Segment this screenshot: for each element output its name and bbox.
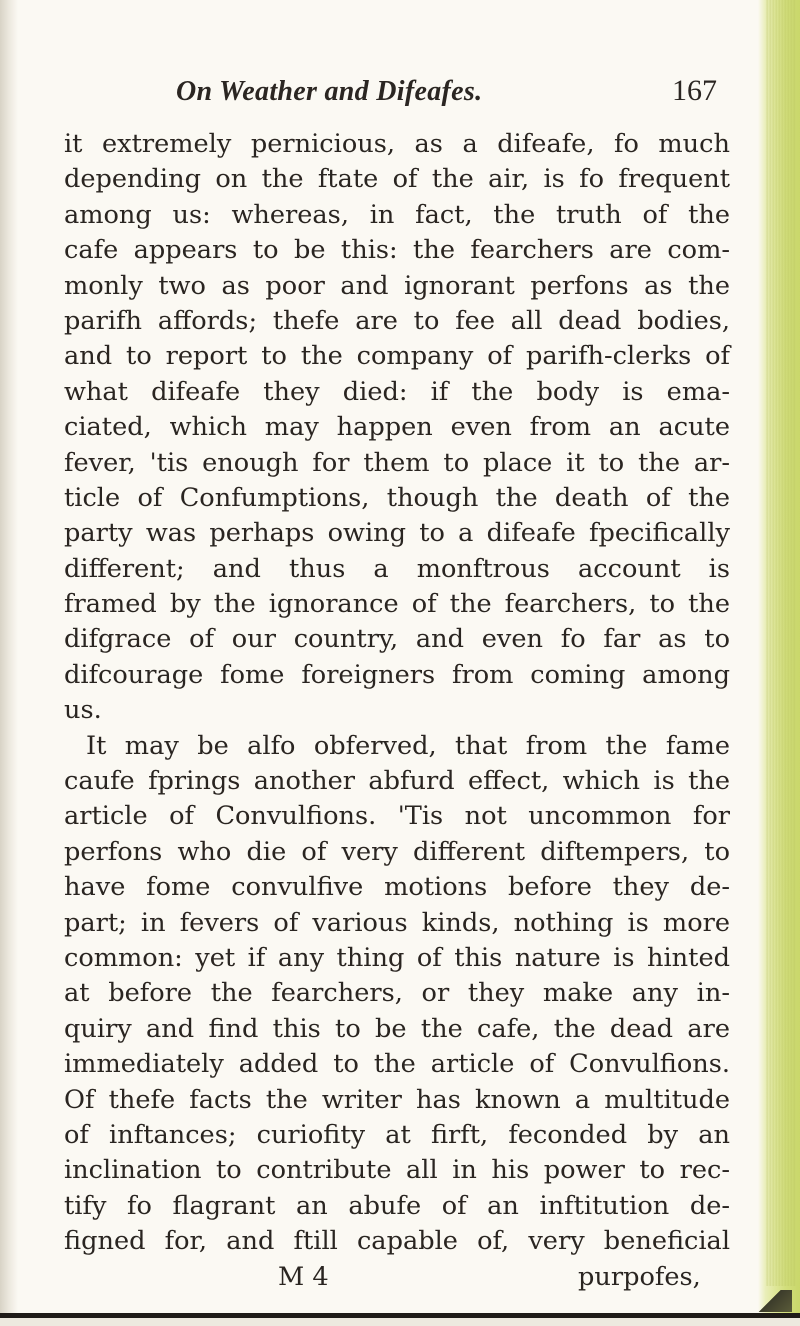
body-text <box>64 127 730 1260</box>
binding-gutter <box>0 0 18 1326</box>
text-line: ciated, which may happen even from an acute <box>64 412 730 443</box>
text-line: figned for, and ftill capable of, very beneficial <box>64 1226 730 1257</box>
text-line: depending on the ftate of the air, is fo frequent <box>64 164 730 195</box>
text-line: have fome convulfive motions before they de- <box>64 872 730 903</box>
text-line: it extremely pernicious, as a difeafe, fo much <box>64 129 730 159</box>
bottom-edge-shadow <box>0 1318 800 1326</box>
text-line: parifh affords; thefe are to fee all dead bodies, <box>64 305 730 336</box>
text-line: at before the fearchers, or they make any in- <box>64 978 730 1009</box>
text-line: and to report to the company of parifh-clerks of <box>64 341 730 372</box>
scan-corner-mark <box>758 1290 792 1312</box>
text-line: Of thefe facts the writer has known a multitude <box>64 1084 730 1115</box>
text-line: tify fo flagrant an abufe of an inftitution de- <box>64 1190 730 1221</box>
text-line: what difeafe they died: if the body is ema- <box>64 376 730 407</box>
signature-mark: M 4 <box>278 1262 329 1292</box>
text-line: common: yet if any thing of this nature is hinted <box>64 942 730 973</box>
text-line: quiry and find this to be the cafe, the dead are <box>64 1013 730 1044</box>
text-line: immediately added to the article of Convulfions. <box>64 1049 730 1080</box>
text-line: different; and thus a monftrous account is <box>64 553 730 584</box>
paragraph-start-line: It may be alfo obferved, that from the fame <box>86 730 730 761</box>
text-line: us. <box>64 695 102 726</box>
text-line: difgrace of our country, and even fo far as to <box>64 624 730 655</box>
text-line: fever, 'tis enough for them to place it to the ar- <box>64 447 730 478</box>
text-line: monly two as poor and ignorant perfons as the <box>64 270 730 301</box>
text-line: among us: whereas, in fact, the truth of the <box>64 199 730 230</box>
catchword: purpofes, <box>578 1262 701 1292</box>
fore-edge-texture <box>766 0 796 1286</box>
text-line: inclination to contribute all in his power to rec- <box>64 1155 730 1186</box>
text-line: perfons who die of very different diftempers, to <box>64 836 730 867</box>
text-line: of inftances; curiofity at firft, feconded by an <box>64 1119 730 1150</box>
page-number: 167 <box>672 74 717 107</box>
text-line: ticle of Confumptions, though the death of the <box>64 482 730 513</box>
text-line: caufe fprings another abfurd effect, which is the <box>64 766 730 797</box>
text-line: framed by the ignorance of the fearchers, to the <box>64 589 730 620</box>
text-line: party was perhaps owing to a difeafe fpecifically <box>64 518 730 549</box>
text-line: part; in fevers of various kinds, nothing is more <box>64 907 730 938</box>
running-title: On Weather and Difeafes. <box>176 76 483 107</box>
text-line: article of Convulfions. 'Tis not uncommon for <box>64 801 730 832</box>
text-line: cafe appears to be this: the fearchers are com- <box>64 235 730 266</box>
text-line: difcourage fome foreigners from coming among <box>64 659 730 690</box>
